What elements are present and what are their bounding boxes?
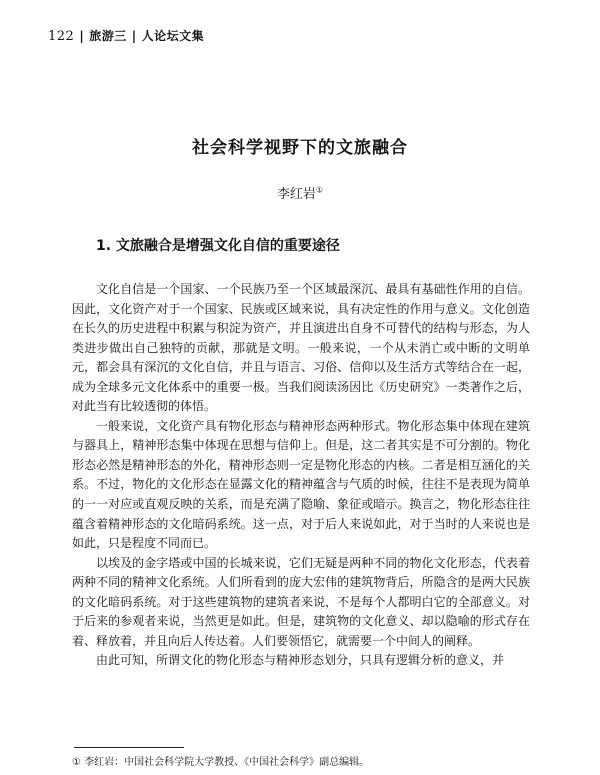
paragraph: 以埃及的金字塔或中国的长城来说，它们无疑是两种不同的物化文化形态，代表着两种不同的精神文化系统。人们所看到的庞大宏伟的建筑物背后，所隐含的是两大民族的文化暗码系统。对于这些建筑物的建筑者来说，不是每个人都明白它的全部意义。对于后来的参观者来说，当然更是如此。但是，建筑物的文化意义、却以隐喻的形式存在着、释放着，并且向后人传达着。人们要领悟它，就需要一个中间人的阐释。: [72, 555, 530, 648]
paragraph: 由此可知，所谓文化的物化形态与精神形态划分，只具有逻辑分析的意义，并: [96, 653, 505, 668]
book-name: 人论坛文集: [141, 29, 205, 43]
author-line: [0, 183, 600, 202]
running-head: [48, 27, 204, 44]
series-name: 旅游三: [89, 29, 127, 43]
paragraph: 一般来说，文化资产具有物化形态与精神形态两种形式。物化形态集中体现在建筑与器具上，精神形态集中体现在思想与信仰上。但是，这二者其实是不可分割的。物化形态必然是精神形态的外化，精神形态则一定是物化形态的内核。二者是相互涵化的关系。不过，物化的文化形态在显露文化的精神蕴含与气质的时候，往往不是表现为简单的一一对应或直观反映的关系，而是充满了隐喻、象征或暗示。换言之，物化形态往往蕴含着精神形态的文化暗码系统。这一点，对于后人来说如此，对于当时的人来说也是如此，只是程度不同而已。: [72, 418, 530, 551]
section-heading: 1. 文旅融合是增强文化自信的重要途径: [96, 238, 340, 254]
footnote: ① 李红岩：中国社会科学院大学教授、《中国社会科学》副总编辑。: [72, 757, 370, 768]
paragraph: 文化自信是一个国家、一个民族乃至一个区域最深沉、最具有基础性作用的自信。因此，文化资产对于一个国家、民族或区域来说，具有决定性的作用与意义。文化创造在长久的历史进程中积累与积淀为资产，并且演进出自身不可替代的结构与形态，为人类进步做出自己独特的贡献，那就是文明。一般来说，一个从未消亡或中断的文明单元，都会具有深沉的文化自信，并且与语言、习俗、信仰以及生活方式等结合在一起，成为全球多元文化体系中的重要一极。当我们阅读汤因比《历史研究》一类著作之后，对此当有比较透彻的体悟。: [72, 282, 530, 414]
footnote-rule: [74, 747, 184, 748]
page-number: 122: [48, 29, 75, 44]
author-name: 李红岩: [276, 187, 316, 202]
separator-bar: |: [131, 29, 137, 43]
author-note-mark: ①: [315, 185, 324, 195]
separator-bar: |: [79, 29, 85, 43]
body-text: [72, 280, 530, 671]
article-title: 社会科学视野下的文旅融合: [192, 138, 408, 158]
